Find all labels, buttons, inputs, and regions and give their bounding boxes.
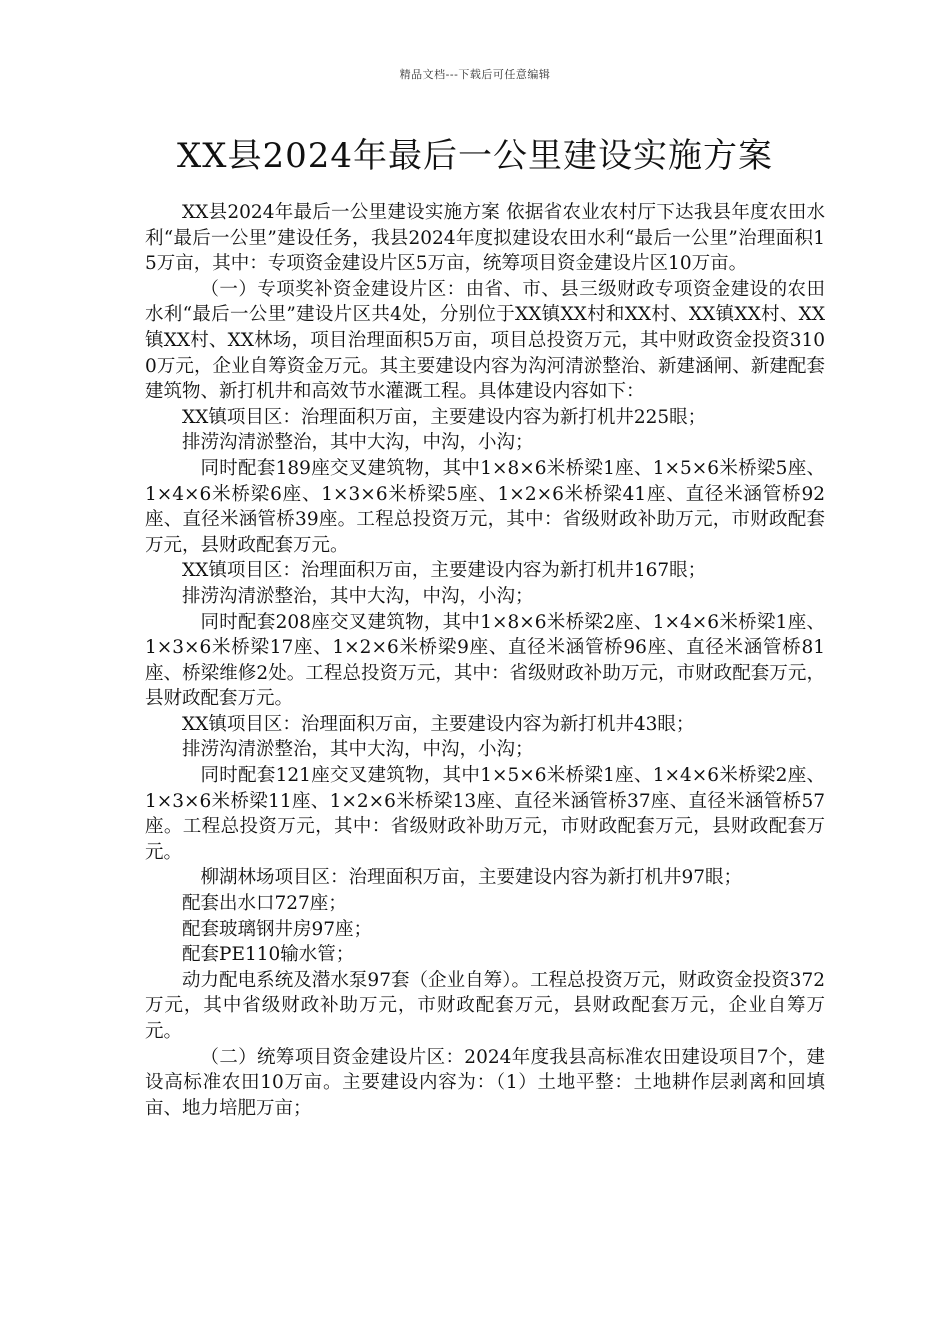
- paragraph-section-1: （一）专项奖补资金建设片区：由省、市、县三级财政专项资金建设的农田水利“最后一公里”建设片区共4处，分别位于XX镇XX村和XX村、XX镇XX村、XX镇XX村、XX林场，项目治理面积5万亩，项目总投资万元，其中财政资金投资3100万元，企业自筹资金万元。其主要建设内容为沟河清淤整治、新建涵闸、新建配套建筑物、新打机井和高效节水灌溉工程。具体建设内容如下：: [145, 278, 825, 403]
- paragraph-drainage: 排涝沟清淤整治，其中大沟，中沟，小沟；: [182, 739, 534, 761]
- paragraph-forest-area: 柳湖林场项目区：治理面积万亩，主要建设内容为新打机井97眼；: [200, 867, 743, 889]
- paragraph-section-2: （二）统筹项目资金建设片区：2024年度我县高标准农田建设项目7个，建设高标准农田10万亩。主要建设内容为：（1）土地平整：土地耕作层剥离和回填亩、地力培肥万亩；: [145, 1046, 825, 1119]
- paragraph-facilities: 同时配套121座交叉建筑物，其中1×5×6米桥梁1座、1×4×6米桥梁2座、1×3×6米桥梁11座、1×2×6米桥梁13座、直径米涵管桥37座、直径米涵管桥57座。工程总投资万元，其中：省级财政补助万元，市财政配套万元，县财政配套万元。: [145, 765, 825, 863]
- paragraph-well-houses: 配套玻璃钢井房97座；: [182, 918, 373, 940]
- paragraph-intro: XX县2024年最后一公里建设实施方案 依据省农业农村厅下达我县年度农田水利“最后一公里”建设任务，我县2024年度拟建设农田水利“最后一公里”治理面积15万亩，其中：专项资金建设片区5万亩，统筹项目资金建设片区10万亩。: [145, 202, 825, 275]
- paragraph-project-area: XX镇项目区：治理面积万亩，主要建设内容为新打机井43眼；: [182, 713, 695, 735]
- page-title: XX县2024年最后一公里建设实施方案: [177, 136, 773, 176]
- paragraph-outlets: 配套出水口727座；: [182, 893, 347, 915]
- paragraph-drainage: 排涝沟清淤整治，其中大沟，中沟，小沟；: [182, 585, 534, 607]
- paragraph-project-area: XX镇项目区：治理面积万亩，主要建设内容为新打机井225眼；: [182, 406, 707, 428]
- paragraph-facilities: 同时配套189座交叉建筑物，其中1×8×6米桥梁1座、1×5×6米桥梁5座、1×4×6米桥梁6座、1×3×6米桥梁5座、1×2×6米桥梁41座、直径米涵管桥92座、直径米涵管桥39座。工程总投资万元，其中：省级财政补助万元，市财政配套万元，县财政配套万元。: [145, 457, 825, 556]
- paragraph-project-area: XX镇项目区：治理面积万亩，主要建设内容为新打机井167眼；: [182, 560, 707, 582]
- paragraph-drainage: 排涝沟清淤整治，其中大沟，中沟，小沟；: [182, 432, 534, 454]
- paragraph-power: 动力配电系统及潜水泵97套（企业自筹）。工程总投资万元，财政资金投资372万元，其中省级财政补助万元，市财政配套万元，县财政配套万元，企业自筹万元。: [145, 969, 825, 1042]
- document-body: [145, 200, 825, 1121]
- header-note: 精品文档---下载后可任意编辑: [399, 68, 551, 81]
- paragraph-pipes: 配套PE110输水管；: [182, 944, 355, 966]
- paragraph-facilities: 同时配套208座交叉建筑物，其中1×8×6米桥梁2座、1×4×6米桥梁1座、1×3×6米桥梁17座、1×2×6米桥梁9座、直径米涵管桥96座、直径米涵管桥81座、桥梁维修2处。工程总投资万元，其中：省级财政补助万元，市财政配套万元，县财政配套万元。: [145, 611, 825, 710]
